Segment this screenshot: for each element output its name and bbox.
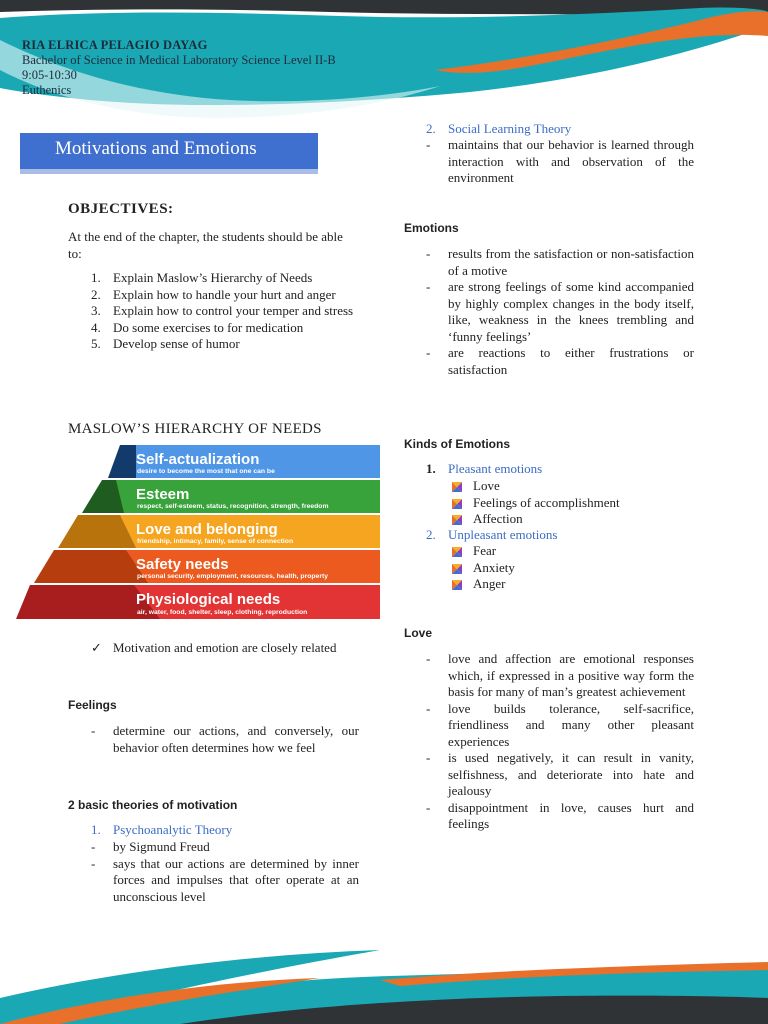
- title-banner-shadow: [20, 169, 318, 174]
- item-number: 2.: [91, 286, 101, 302]
- item-number: 4.: [91, 319, 101, 335]
- dash-marker: -: [426, 279, 431, 294]
- item-number: 1.: [91, 822, 101, 837]
- dash-marker: -: [91, 723, 96, 738]
- unpleasant-title: [426, 527, 557, 544]
- level-desc: respect, self-esteem, status, recognition, strength, freedom: [137, 503, 329, 510]
- love-heading: Love: [404, 626, 433, 640]
- arrow-bullet-icon: [450, 511, 473, 527]
- item-number: 1.: [426, 461, 436, 476]
- feelings-list: [89, 723, 359, 756]
- maslow-pyramid: [16, 443, 384, 621]
- list-item: [91, 270, 359, 287]
- objectives-intro: At the end of the chapter, the students should be able to:: [68, 229, 343, 261]
- emotions-list: [424, 246, 694, 378]
- pyramid-level-self-actualization: [108, 445, 380, 478]
- dash-marker: -: [91, 839, 96, 854]
- theory-2-list: [424, 137, 694, 187]
- arrow-bullet-icon: [450, 543, 473, 559]
- maslow-heading: MASLOW’S HIERARCHY OF NEEDS: [68, 421, 322, 437]
- theory-1-title: [91, 822, 232, 839]
- level-title: Safety needs: [136, 556, 229, 573]
- list-item: [91, 303, 359, 320]
- level-title: Love and belonging: [136, 521, 278, 538]
- list-item: [424, 750, 694, 800]
- list-item: [89, 856, 359, 906]
- document-header: [22, 38, 336, 98]
- list-item: [450, 495, 686, 512]
- objectives-heading: OBJECTIVES:: [68, 201, 174, 217]
- list-item: [424, 651, 694, 701]
- item-text: Love: [473, 478, 500, 493]
- item-text: love and affection are emotional responses which, if expressed in a positive way form the basis for many of man’s greatest achievement: [448, 651, 694, 699]
- item-number: 5.: [91, 336, 101, 351]
- list-item: [89, 723, 359, 756]
- list-item: [450, 478, 686, 495]
- dash-marker: -: [426, 700, 431, 716]
- item-text: results from the satisfaction or non-satisfaction of a motive: [448, 246, 694, 278]
- footer-wave-decoration: [0, 940, 768, 1024]
- item-text: Anxiety: [473, 559, 515, 575]
- item-text: is used negatively, it can result in vanity, selfishness, and deteriorate into hate and jealousy: [448, 750, 694, 798]
- list-item: [450, 560, 686, 577]
- list-item: [424, 137, 694, 187]
- theories-heading: 2 basic theories of motivation: [68, 798, 238, 812]
- theory-1-list: [89, 839, 359, 905]
- list-item: [450, 511, 686, 528]
- list-item: [91, 320, 359, 337]
- list-item: [450, 543, 686, 560]
- pyramid-level-love: [58, 515, 380, 548]
- item-text: disappointment in love, causes hurt and feelings: [448, 799, 694, 831]
- author-name: RIA ELRICA PELAGIO DAYAG: [22, 38, 208, 52]
- item-text: Develop sense of humor: [113, 336, 240, 351]
- level-desc: air, water, food, shelter, sleep, clothing, reproduction: [137, 609, 308, 616]
- dash-marker: -: [426, 750, 431, 765]
- list-item: [89, 839, 359, 856]
- title-banner: [20, 133, 318, 169]
- page-title: Motivations and Emotions: [55, 138, 257, 159]
- item-text: maintains that our behavior is learned through interaction with and observation of the environment: [448, 137, 694, 185]
- list-item: [91, 336, 359, 353]
- pleasant-title: [426, 461, 542, 478]
- item-text: Unpleasant emotions: [448, 527, 558, 542]
- check-icon: ✓: [91, 640, 102, 655]
- list-item: [424, 800, 694, 833]
- pyramid-level-safety: [34, 550, 380, 583]
- item-text: love builds tolerance, self-sacrifice, friendliness and many other pleasant experiences: [448, 700, 694, 749]
- level-title: Self-actualization: [136, 451, 260, 468]
- item-text: Fear: [473, 543, 497, 558]
- arrow-bullet-icon: [450, 576, 473, 592]
- item-text: are reactions to either frustrations or satisfaction: [448, 345, 694, 377]
- dash-marker: -: [426, 137, 431, 152]
- list-item: [91, 287, 359, 304]
- item-text: Explain how to handle your hurt and anger: [113, 286, 336, 302]
- item-text: determine our actions, and conversely, our behavior often determines how we feel: [113, 723, 359, 755]
- item-number: 3.: [91, 303, 101, 318]
- dash-marker: -: [426, 799, 431, 815]
- emotions-heading: Emotions: [404, 221, 459, 235]
- pyramid-level-physiological: [16, 585, 380, 619]
- dash-marker: -: [426, 246, 431, 261]
- level-desc: friendship, intimacy, family, sense of connection: [137, 538, 294, 545]
- list-item: [424, 279, 694, 345]
- item-text: Social Learning Theory: [448, 121, 572, 136]
- love-list: [424, 651, 694, 833]
- list-item: [450, 576, 686, 593]
- subject-line: Euthenics: [22, 83, 72, 97]
- program-line: Bachelor of Science in Medical Laboratory Science Level II-B: [22, 53, 336, 67]
- dash-marker: -: [426, 651, 431, 666]
- level-desc: personal security, employment, resources, health, property: [137, 573, 329, 580]
- item-text: Explain Maslow’s Hierarchy of Needs: [113, 270, 313, 285]
- pyramid-level-esteem: [82, 480, 380, 513]
- list-item: [424, 246, 694, 279]
- check-note-text: Motivation and emotion are closely related: [113, 640, 337, 655]
- item-text: Explain how to control your temper and stress: [113, 303, 354, 318]
- item-text: by Sigmund Freud: [113, 839, 210, 854]
- dash-marker: -: [426, 345, 431, 360]
- check-note: [91, 640, 359, 657]
- item-text: Pleasant emotions: [448, 461, 543, 476]
- item-text: Affection: [473, 511, 523, 526]
- level-title: Physiological needs: [136, 591, 281, 608]
- item-number: 1.: [91, 270, 101, 285]
- dash-marker: -: [91, 855, 96, 871]
- header-spacer: [0, 20, 768, 21]
- item-text: Anger: [473, 576, 506, 591]
- objectives-list: [91, 270, 359, 353]
- arrow-bullet-icon: [450, 478, 473, 494]
- feelings-heading: Feelings: [68, 698, 117, 712]
- list-item: [424, 701, 694, 751]
- item-text: are strong feelings of some kind accompanied by highly complex changes in the body itself, like, weakness in the knees trembling and ‘funny feelings’: [448, 279, 694, 344]
- item-text: says that our actions are determined by inner forces and impulses that ofter operate at an unconscious level: [113, 855, 359, 904]
- item-number: 2.: [426, 121, 436, 136]
- theory-2-title: [426, 121, 571, 138]
- item-text: Feelings of accomplishment: [473, 494, 620, 510]
- pleasant-list: [426, 478, 686, 528]
- time-line: 9:05-10:30: [22, 68, 77, 82]
- list-item: [424, 345, 694, 378]
- arrow-bullet-icon: [450, 495, 473, 511]
- level-side-shade: [108, 445, 136, 478]
- item-text: Psychoanalytic Theory: [113, 822, 233, 837]
- kinds-heading: Kinds of Emotions: [404, 437, 510, 451]
- level-desc: desire to become the most that one can be: [137, 468, 275, 475]
- arrow-bullet-icon: [450, 560, 473, 576]
- item-text: Do some exercises to for medication: [113, 319, 304, 335]
- level-title: Esteem: [136, 486, 190, 503]
- item-number: 2.: [426, 527, 436, 542]
- unpleasant-list: [426, 543, 686, 593]
